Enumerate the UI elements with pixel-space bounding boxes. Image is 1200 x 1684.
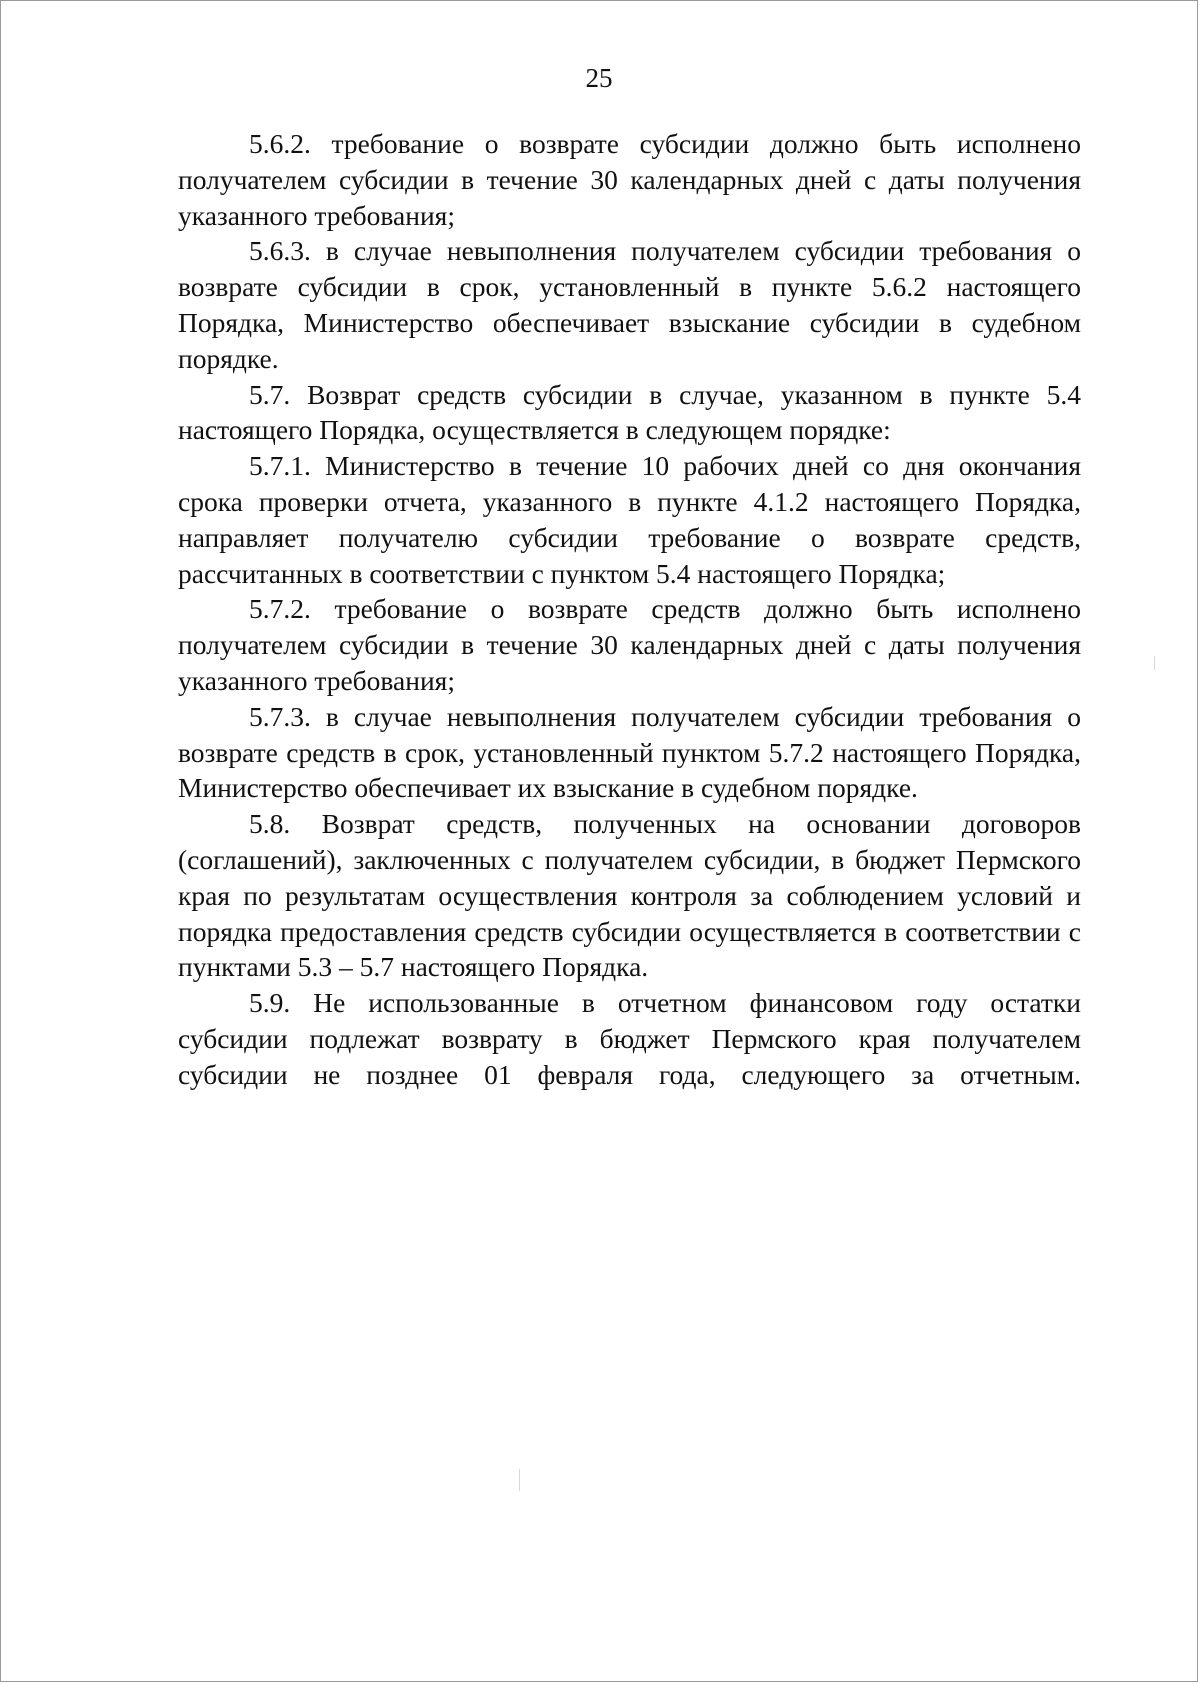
paragraph-5-7: 5.7. Возврат средств субсидии в случае, указанном в пункте 5.4 настоящего Порядка, осуществляется в следующем порядке:: [178, 378, 1081, 446]
scan-artifact: [519, 1469, 520, 1491]
paragraph-5-7-1: 5.7.1. Министерство в течение 10 рабочих дней со дня окончания срока проверки отчета, указанного в пункте 4.1.2 настоящего Порядка, направляет получателю субсидии требование о возврате средств, рассчитанных в соответствии с пунктом 5.4 настоящего Порядка;: [178, 450, 1081, 589]
scan-artifact: [1154, 656, 1155, 670]
paragraph-5-7-2: 5.7.2. требование о возврате средств должно быть исполнено получателем субсидии в течение 30 календарных дней с даты получения указанного требования;: [178, 593, 1081, 696]
document-body: [178, 126, 1081, 1093]
paragraph-5-6-3: 5.6.3. в случае невыполнения получателем субсидии требования о возврате субсидии в срок, установленный в пункте 5.6.2 настоящего Порядка, Министерство обеспечивает взыскание субсидии в судебном порядке.: [178, 235, 1081, 374]
paragraph-5-6-2: 5.6.2. требование о возврате субсидии должно быть исполнено получателем субсидии в течение 30 календарных дней с даты получения указанного требования;: [178, 128, 1081, 231]
paragraph-5-7-3: 5.7.3. в случае невыполнения получателем субсидии требования о возврате средств в срок, установленный пунктом 5.7.2 настоящего Порядка, Министерство обеспечивает их взыскание в судебном порядке.: [178, 700, 1081, 804]
paragraph-5-9: 5.9. Не использованные в отчетном финансовом году остатки субсидии подлежат возврату в бюджет Пермского края получателем субсидии не позднее 01 февраля года, следующего за отчетным.: [178, 987, 1081, 1090]
page-number: 25: [585, 63, 613, 93]
paragraph-5-8: 5.8. Возврат средств, полученных на основании договоров (соглашений), заключенных с получателем субсидии, в бюджет Пермского края по результатам осуществления контроля за соблюдением условий и порядка предоставления средств субсидии осуществляется в соответствии с пунктами 5.3 – 5.7 настоящего Порядка.: [178, 808, 1081, 983]
